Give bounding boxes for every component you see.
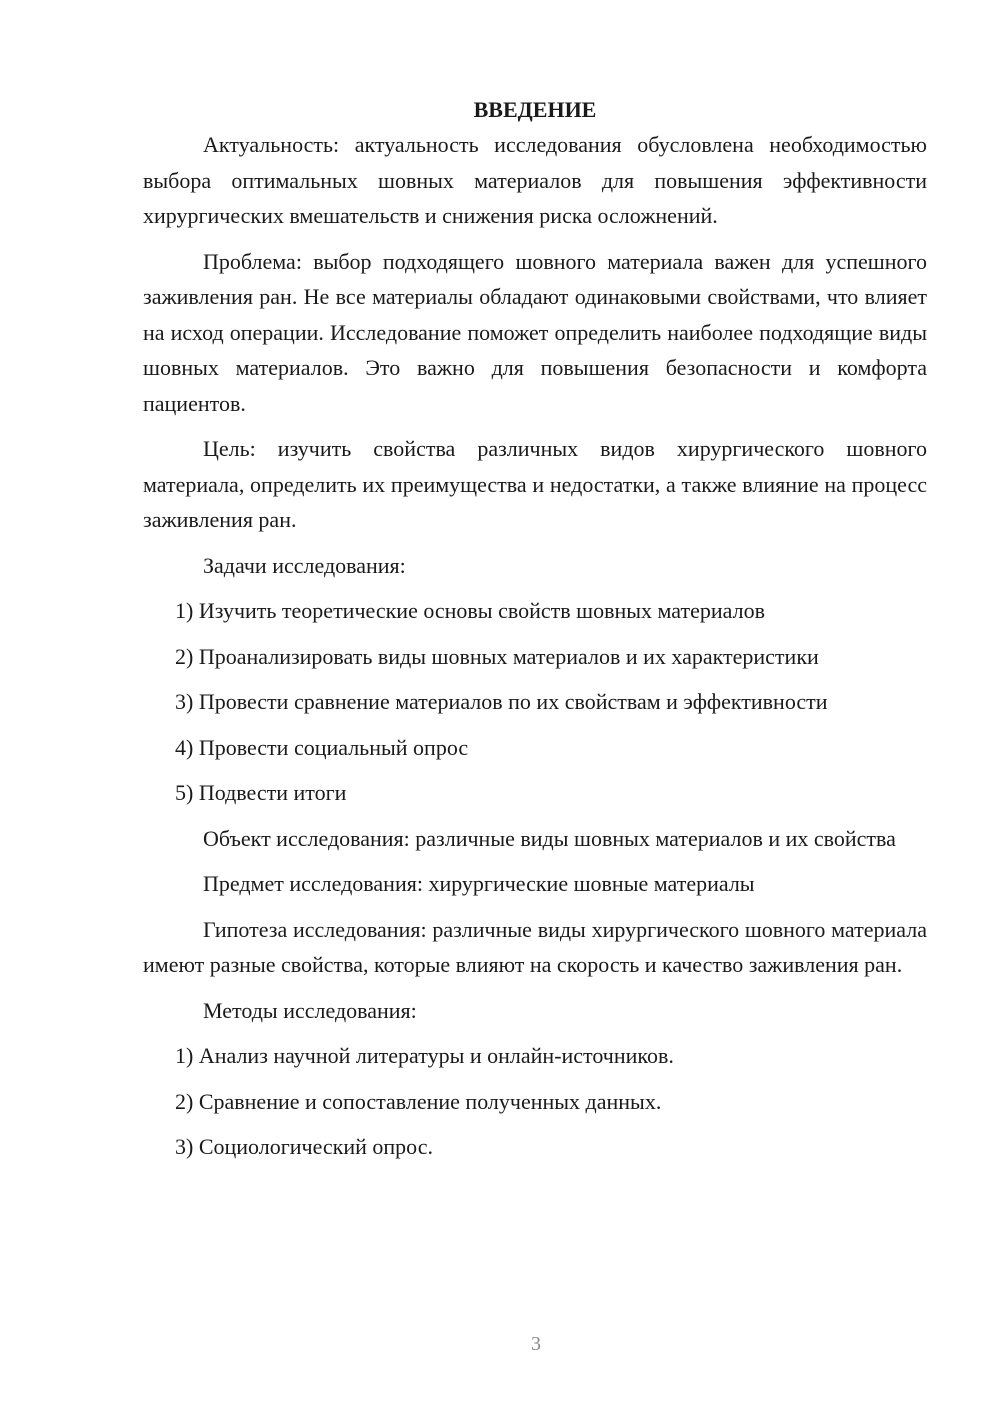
list-item: 2) Сравнение и сопоставление полученных данных. — [175, 1088, 662, 1114]
list-item: 3) Провести сравнение материалов по их свойствам и эффективности — [175, 689, 828, 714]
paragraph-object: Объект исследования: различные виды шовных материалов и их свойства — [203, 825, 896, 851]
paragraph-hypothesis: Гипотеза исследования: различные виды хирургического шовного материала имеют разные свойства, которые влияют на скорость и качество заживления ран. — [143, 916, 927, 977]
list-item: 4) Провести социальный опрос — [175, 734, 469, 760]
page-content — [143, 92, 927, 1165]
paragraph-subject: Предмет исследования: хирургические шовные материалы — [203, 871, 755, 896]
methods-title: Методы исследования: — [203, 997, 417, 1023]
list-item: 3) Социологический опрос. — [175, 1134, 433, 1159]
paragraph-relevance: Актуальность: актуальность исследования обусловлена необходимостью выбора оптимальных шовных материалов для повышения эффективности хирургических вмешательств и снижения риска осложнений. — [143, 132, 927, 228]
methods-list — [143, 1038, 927, 1165]
list-item: 2) Проанализировать виды шовных материалов и их характеристики — [175, 643, 819, 669]
page-title: ВВЕДЕНИЕ — [473, 97, 597, 122]
paragraph-problem: Проблема: выбор подходящего шовного материала важен для успешного заживления ран. Не все материалы обладают одинаковыми свойствами, что влияет на исход операции. Исследование поможет определить наиболее подходящие виды шовных материалов. Это важно для повышения безопасности и комфорта пациентов. — [143, 248, 927, 416]
tasks-title: Задачи исследования: — [203, 552, 406, 578]
list-item: 5) Подвести итоги — [175, 780, 347, 805]
list-item: 1) Анализ научной литературы и онлайн-источников. — [175, 1043, 674, 1068]
page-number: 3 — [531, 1333, 541, 1355]
tasks-list — [143, 593, 927, 811]
paragraph-goal: Цель: изучить свойства различных видов хирургического шовного материала, определить их преимущества и недостатки, а также влияние на процесс заживления ран. — [143, 436, 927, 532]
list-item: 1) Изучить теоретические основы свойств шовных материалов — [175, 598, 765, 623]
